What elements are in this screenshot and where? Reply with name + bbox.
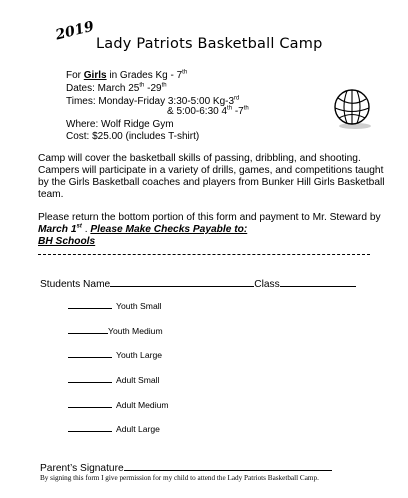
info-times-2: [167, 106, 249, 118]
return-notice-text: Please return the bottom portion of this form and payment to Mr. Steward by: [38, 212, 381, 223]
payee-name: BH Schools: [38, 236, 96, 247]
size-row-adult-medium: [68, 399, 169, 410]
size-blank-adult-medium[interactable]: [68, 399, 112, 408]
class-field[interactable]: [280, 276, 356, 287]
info-times2-prefix: & 5:00-6:30 4: [167, 106, 228, 117]
student-name-row: [40, 276, 356, 290]
size-row-youth-large: [68, 349, 162, 360]
info-dates-sup1: th: [139, 82, 145, 89]
info-times2-mid: -7: [232, 106, 244, 117]
page-title: Lady Patriots Basketball Camp: [96, 36, 323, 52]
info-grades-sup: th: [182, 69, 188, 76]
student-name-label: Students Name: [40, 279, 111, 290]
info-dates-prefix: Dates: March 25: [66, 83, 140, 94]
class-label: Class: [254, 279, 280, 290]
size-row-adult-small: [68, 374, 159, 385]
info-times-prefix: Times: Monday-Friday 3:30-5:00 Kg-3: [66, 96, 235, 107]
size-label-youth-medium: Youth Medium: [108, 326, 163, 336]
year-label: 2019: [54, 18, 96, 44]
camp-description: Camp will cover the basketball skills of passing, dribbling, and shooting. Campers will participate in a variety of drills, games, and competitions taught by the Girls Basketball coaches and players from Bunker Hill Girls Basketball team.: [38, 153, 385, 200]
cut-line: [38, 254, 370, 255]
size-label-adult-small: Adult Small: [116, 375, 160, 385]
size-blank-adult-small[interactable]: [68, 374, 112, 383]
info-grades: in Grades Kg - 7: [106, 70, 183, 81]
size-blank-youth-small[interactable]: [68, 300, 112, 309]
info-for-prefix: For: [66, 70, 84, 81]
info-where: Where: Wolf Ridge Gym: [66, 119, 174, 130]
return-notice: [38, 212, 388, 248]
info-dates: [66, 83, 167, 95]
info-girls: Girls: [83, 70, 107, 81]
size-row-youth-medium: [68, 325, 163, 336]
size-blank-youth-large[interactable]: [68, 349, 112, 358]
student-name-field[interactable]: [110, 276, 254, 287]
info-times2-sup1: th: [227, 105, 233, 112]
signature-label: Parent’s Signature: [40, 463, 124, 474]
info-times2-sup2: th: [243, 105, 249, 112]
info-dates-mid: -29: [144, 83, 162, 94]
size-blank-youth-medium[interactable]: [68, 325, 108, 334]
size-row-youth-small: [68, 300, 162, 311]
size-label-adult-medium: Adult Medium: [116, 400, 169, 410]
signature-row: [40, 460, 332, 474]
size-label-youth-large: Youth Large: [116, 350, 163, 360]
info-cost: Cost: $25.00 (includes T-shirt): [66, 131, 200, 142]
consent-statement: By signing this form I give permission for my child to attend the Lady Patriots Basketball Camp.: [40, 474, 319, 482]
size-blank-adult-large[interactable]: [68, 423, 112, 432]
size-row-adult-large: [68, 423, 160, 434]
info-times-sup: rd: [234, 95, 240, 102]
checks-payable-label: Please Make Checks Payable to:: [90, 224, 248, 235]
return-deadline: March 1: [38, 224, 77, 235]
info-dates-sup2: th: [161, 82, 167, 89]
info-eligibility: [66, 70, 187, 82]
size-label-youth-small: Youth Small: [116, 301, 162, 311]
basketball-icon: [326, 86, 376, 130]
return-deadline-sup: st: [76, 223, 82, 230]
signature-field[interactable]: [124, 460, 332, 471]
return-dot: .: [81, 224, 91, 235]
size-label-adult-large: Adult Large: [116, 424, 160, 434]
